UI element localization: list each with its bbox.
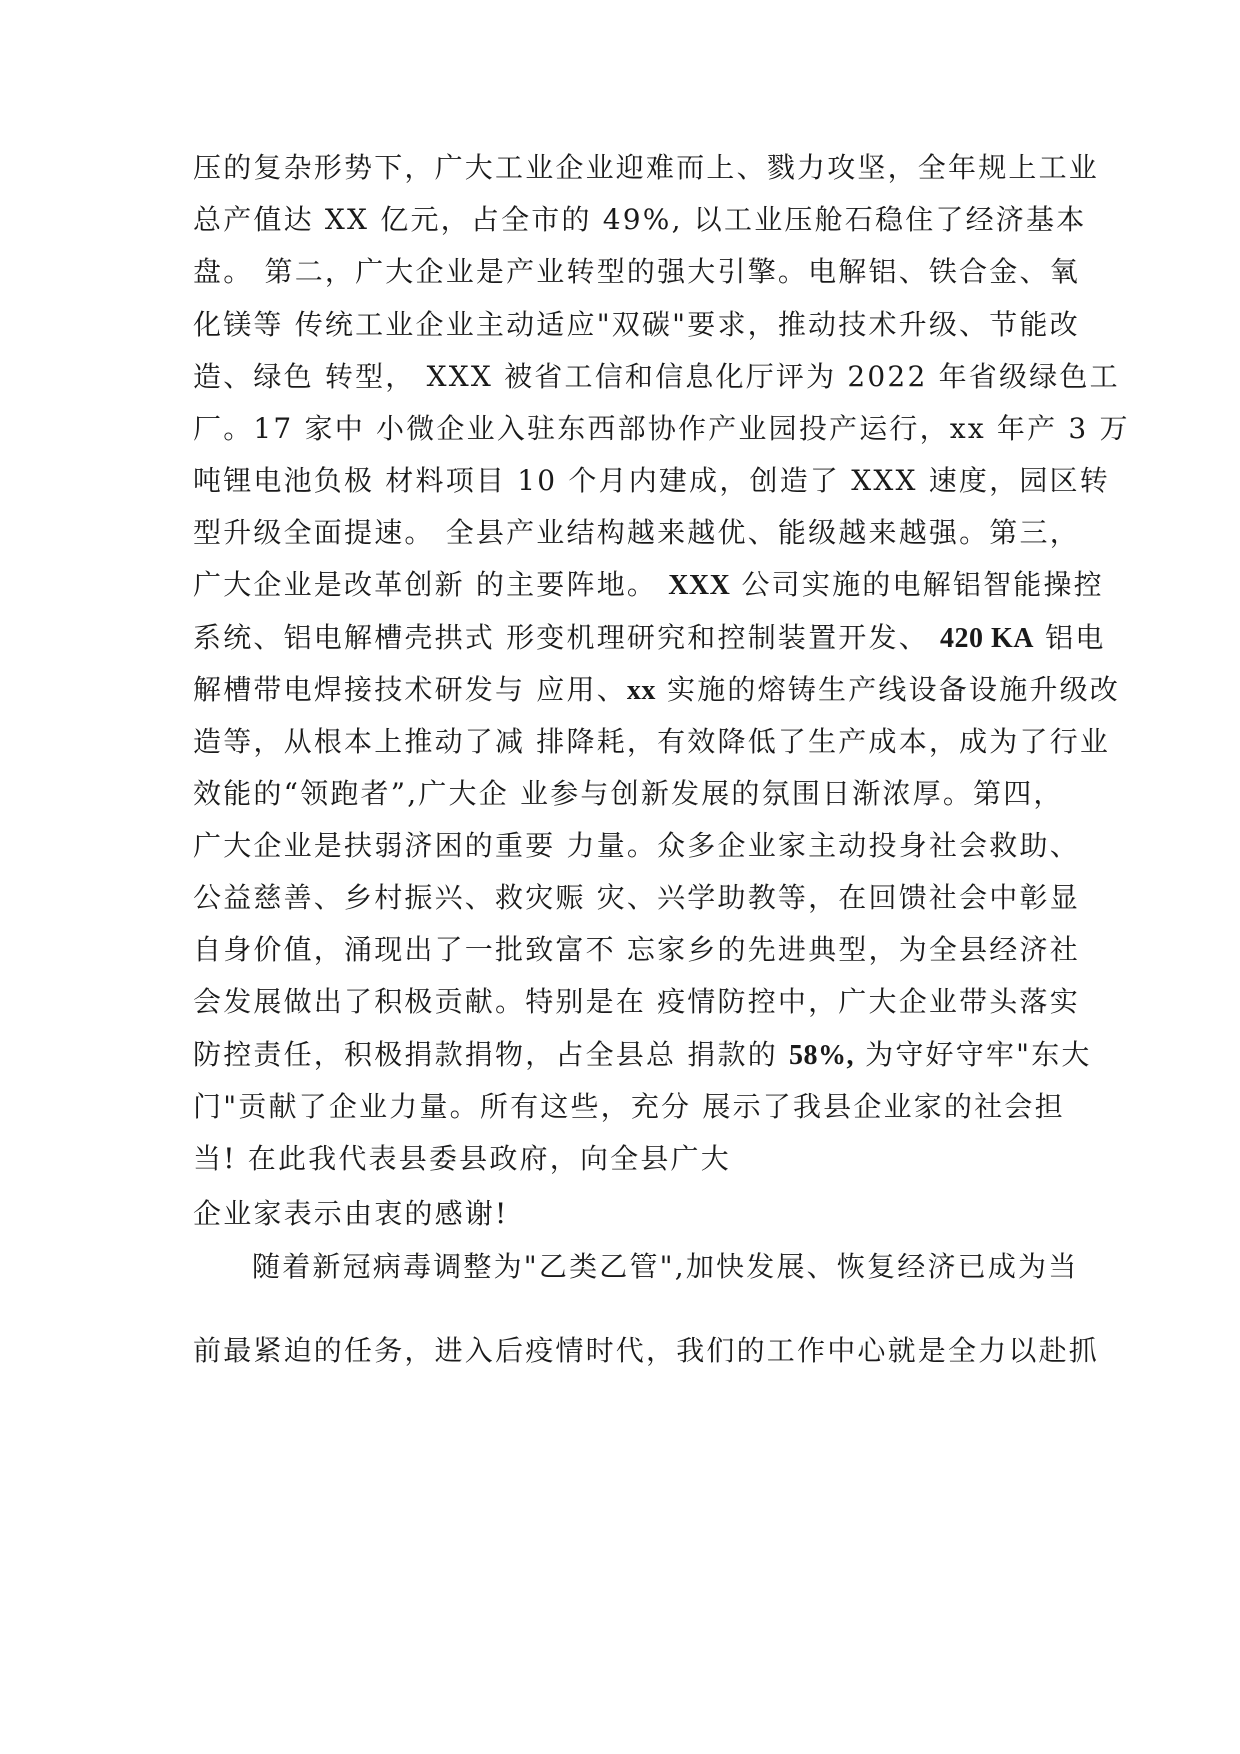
text-segment: 盘。 第二，广大企业是产业转型的强大引擎。电解铝、铁合金、氧 [193,255,1080,288]
text-segment: 公益慈善、乡村振兴、救灾赈 灾、兴学助教等，在回馈社会中彰显 [193,881,1080,914]
text-line [193,357,1120,397]
text-line [252,1247,1079,1287]
text-segment: 公司实施的电解铝智能操控 [730,568,1104,601]
text-line [193,513,1080,553]
text-line [193,252,1080,292]
text-line [193,1139,1063,1179]
text-line [193,930,1080,970]
text-segment: 为守好守牢"东大 [854,1038,1092,1071]
text-line [193,1194,1063,1234]
text-segment: 当! 在此我代表县委县政府，向全县广大 [193,1142,731,1175]
text-segment: 化镁等 传统工业企业主动适应"双碳"要求，推动技术升级、节能改 [193,308,1080,341]
bold-text-segment: 420 KA [940,623,1035,654]
text-line [193,618,1106,658]
text-line [193,409,1130,449]
text-line [193,722,1111,762]
text-line [193,565,1104,605]
text-segment: 厂。17 家中 小微企业入驻东西部协作产业园投产运行，xx 年产 3 万 [193,412,1130,445]
text-segment: 随着新冠病毒调整为"乙类乙管",加快发展、恢复经济已成为当 [252,1250,1079,1283]
text-line [193,148,1100,188]
text-segment: 前最紧迫的任务，进入后疫情时代，我们的工作中心就是全力以赴抓 [193,1334,1100,1367]
text-segment: 自身价值，涌现出了一批致富不 忘家乡的先进典型，为全县经济社 [193,933,1080,966]
text-line [193,1035,1092,1075]
text-segment: 吨锂电池负极 材料项目 10 个月内建成，创造了 XXX 速度，园区转 [193,464,1110,497]
text-segment: 压的复杂形势下，广大工业企业迎难而上、戮力攻坚，全年规上工业 [193,151,1100,184]
text-line [193,461,1110,501]
bold-text-segment: xx [626,675,656,706]
text-segment: 铝电 [1034,621,1106,654]
text-segment: 造等，从根本上推动了减 排降耗，有效降低了生产成本，成为了行业 [193,725,1111,758]
text-segment: 解槽带电焊接技术研发与 应用、 [193,673,627,706]
text-segment: 效能的“领跑者”,广大企 业参与创新发展的氛围日渐浓厚。第四， [193,777,1064,810]
text-segment: 实施的熔铸生产线设备设施升级改 [655,673,1121,706]
text-line [193,774,1063,814]
text-line [193,670,1121,710]
text-segment: 总产值达 XX 亿元，占全市的 49%, 以工业压舱石稳住了经济基本 [193,203,1087,236]
text-line [193,305,1080,345]
text-segment: 企业家表示由衷的感谢! [193,1197,509,1230]
text-line [193,1087,1063,1127]
text-line [193,1331,1100,1371]
text-segment: 门"贡献了企业力量。所有这些，充分 展示了我县企业家的社会担 [193,1090,1065,1123]
bold-text-segment: XXX [668,570,731,601]
text-line [193,826,1080,866]
text-segment: 广大企业是扶弱济困的重要 力量。众多企业家主动投身社会救助、 [193,829,1080,862]
text-line [193,200,1087,240]
text-segment: 造、绿色 转型， XXX 被省工信和信息化厅评为 2022 年省级绿色工 [193,360,1120,393]
text-segment: 防控责任，积极捐款捐物，占全县总 捐款的 [193,1038,790,1071]
text-segment: 会发展做出了积极贡献。特别是在 疫情防控中，广大企业带头落实 [193,985,1080,1018]
text-line [193,878,1080,918]
text-segment: 型升级全面提速。 全县产业结构越来越优、能级越来越强。第三， [193,516,1080,549]
text-segment: 广大企业是改革创新 的主要阵地。 [193,568,669,601]
text-segment: 系统、铝电解槽壳拱式 形变机理研究和控制装置开发、 [193,621,941,654]
text-line [193,982,1080,1022]
bold-text-segment: 58%, [789,1040,855,1071]
